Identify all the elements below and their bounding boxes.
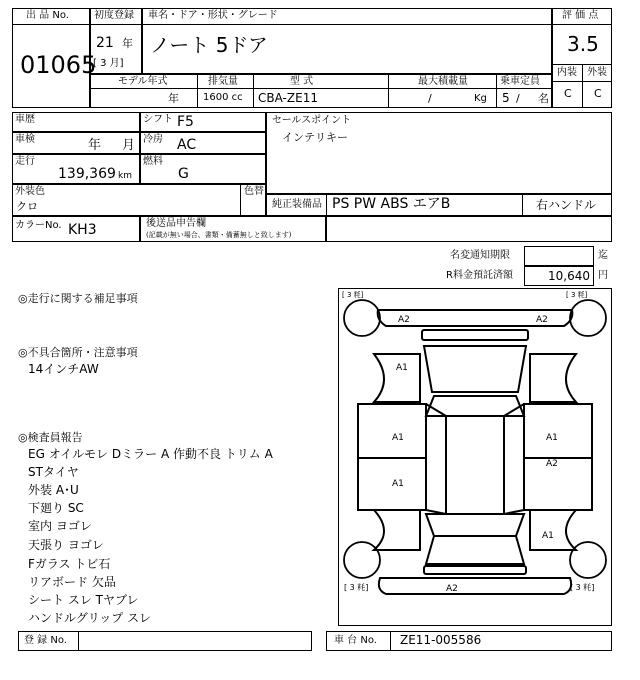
inspector-item: 下廻り SC xyxy=(28,501,84,515)
inspector-item: Fガラス トビ石 xyxy=(28,557,111,571)
inspector-item: STタイヤ xyxy=(28,465,79,479)
car-condition-diagram xyxy=(338,288,612,626)
left-front-fender xyxy=(374,354,420,402)
displacement-label: 排気量 xyxy=(208,76,238,87)
defects-item: 14インチAW xyxy=(28,362,99,376)
history-label: 車歴 xyxy=(15,114,35,125)
left-front-door xyxy=(358,404,426,458)
tire-depth-front-right: [ 3 粍] xyxy=(566,291,588,299)
rear-lamp xyxy=(424,566,526,574)
roof xyxy=(446,416,504,514)
color-no-value: KH3 xyxy=(68,222,97,238)
inspector-title: ◎検査員報告 xyxy=(18,431,83,444)
name-change-unit: 迄 xyxy=(598,250,608,261)
tire-depth-front-left: [ 3 粍] xyxy=(342,291,364,299)
rear-hatch xyxy=(426,536,524,564)
tire-front-left xyxy=(344,300,380,336)
inspector-item: 室内 ヨゴレ xyxy=(28,519,92,533)
score-label: 評 価 点 xyxy=(562,10,599,21)
ext-color-label: 外装色 xyxy=(15,186,45,197)
max-load-unit: Kg xyxy=(474,93,487,104)
hood xyxy=(424,346,526,392)
chassis-no-label: 車 台 No. xyxy=(334,635,377,646)
aftermarket-label: 後送品申告欄 xyxy=(146,218,206,229)
name-change-field xyxy=(524,246,594,266)
mark-left-rear-door: A1 xyxy=(392,479,404,489)
inspection-month-unit: 月 xyxy=(122,138,136,153)
rear-bumper xyxy=(379,578,571,594)
front-grille xyxy=(422,330,528,340)
tire-front-right xyxy=(570,300,606,336)
capacity-slash: / xyxy=(516,92,520,105)
lot-number: 01065 xyxy=(20,51,97,79)
inspector-item: リアボード 欠品 xyxy=(28,575,116,589)
first-registration-label: 初度登録 xyxy=(94,10,134,21)
blank-box xyxy=(326,216,612,242)
mark-right-rear-fender: A1 xyxy=(542,531,554,541)
car-name: ノート 5ドア xyxy=(150,33,268,57)
fuel-value: G xyxy=(178,166,189,182)
color-change-label: 色替 xyxy=(244,186,264,197)
sales-point-value: インテリキー xyxy=(282,131,348,144)
inspection-label: 車検 xyxy=(15,134,35,145)
type-label: 型 式 xyxy=(290,76,314,87)
max-load-label: 最大積載量 xyxy=(418,76,468,87)
left-rear-fender xyxy=(374,510,420,550)
driving-notes-title: ◎走行に関する補足事項 xyxy=(18,292,138,305)
tire-depth-rear-right: [ 3 粍] xyxy=(570,583,595,592)
equipment-value: PS PW ABS エアB xyxy=(332,196,451,212)
tire-rear-left xyxy=(344,542,380,578)
mark-front-bumper-left: A2 xyxy=(398,315,410,325)
recycle-label: R料金預託済額 xyxy=(446,270,513,281)
model-year-label: モデル年式 xyxy=(118,76,168,87)
inspector-item: EG オイルモレ Dミラー A 作動不良 トリム A xyxy=(28,447,273,461)
ext-color-value: クロ xyxy=(16,200,38,213)
mark-left-front-door: A1 xyxy=(392,433,404,443)
year-unit: 年 xyxy=(122,37,133,50)
model-year-unit: 年 xyxy=(168,92,179,105)
tire-depth-rear-left: [ 3 粍] xyxy=(344,583,369,592)
right-rear-fender xyxy=(530,510,576,550)
cooler-value: AC xyxy=(177,137,197,153)
registration-year: 21 xyxy=(96,35,114,51)
steering-value: 右ハンドル xyxy=(536,198,597,212)
mark-right-rear-door: A2 xyxy=(546,459,558,469)
exterior-label: 外装 xyxy=(587,67,607,78)
recycle-unit: 円 xyxy=(598,270,608,281)
mark-left-front-fender: A1 xyxy=(396,363,408,373)
capacity-label: 乗車定員 xyxy=(500,76,540,87)
name-change-label: 名変通知期限 xyxy=(450,250,510,261)
displacement-value: 1600 cc xyxy=(203,92,243,103)
shift-label: シフト xyxy=(143,114,173,125)
cooler-label: 冷房 xyxy=(143,134,163,145)
lot-label: 出 品 No. xyxy=(26,10,69,21)
color-no-label: カラーNo. xyxy=(15,220,62,231)
inspector-item: 外装 A･U xyxy=(28,483,79,497)
ext-color-box xyxy=(12,184,266,216)
type-value: CBA-ZE11 xyxy=(258,91,318,105)
shift-value: F5 xyxy=(177,114,194,130)
inspection-year-unit: 年 xyxy=(88,138,102,153)
defects-title: ◎不具合箇所・注意事項 xyxy=(18,346,138,359)
mileage-value: 139,369 xyxy=(58,166,116,182)
recycle-fee: 10,640 xyxy=(548,269,590,283)
right-rear-door xyxy=(524,458,592,510)
inspector-item: ハンドルグリップ スレ xyxy=(28,611,152,625)
chassis-no-value: ZE11-005586 xyxy=(400,633,482,647)
right-front-fender xyxy=(530,354,576,402)
registration-no-label: 登 録 No. xyxy=(24,635,67,646)
interior-label: 内装 xyxy=(557,67,577,78)
capacity-value: 5 xyxy=(502,91,510,105)
max-load-slash: / xyxy=(428,92,432,105)
mileage-label: 走行 xyxy=(15,156,35,167)
score-value: 3.5 xyxy=(567,32,599,56)
sales-point-label: セールスポイント xyxy=(272,115,352,126)
exterior-grade: C xyxy=(594,87,602,100)
mark-front-bumper-right: A2 xyxy=(536,315,548,325)
fuel-label: 燃料 xyxy=(143,156,163,167)
interior-grade: C xyxy=(564,87,572,100)
inspector-item: 天張り ヨゴレ xyxy=(28,538,104,552)
capacity-unit: 名 xyxy=(538,92,549,105)
equipment-label: 純正装備品 xyxy=(272,199,322,210)
tire-rear-right xyxy=(570,542,606,578)
rear-window xyxy=(426,514,524,536)
mark-rear-bumper: A2 xyxy=(446,584,458,594)
inspector-item: シート スレ Tヤブレ xyxy=(28,593,139,607)
mark-right-front-door: A1 xyxy=(546,433,558,443)
right-front-door xyxy=(524,404,592,458)
aftermarket-note: (記載が無い場合、書類・備蓄無しと致します) xyxy=(146,231,292,239)
registration-month: [ 3 月] xyxy=(93,58,124,69)
car-name-label: 車名・ドア・形状・グレード xyxy=(148,10,278,21)
mileage-unit: km xyxy=(118,171,132,181)
